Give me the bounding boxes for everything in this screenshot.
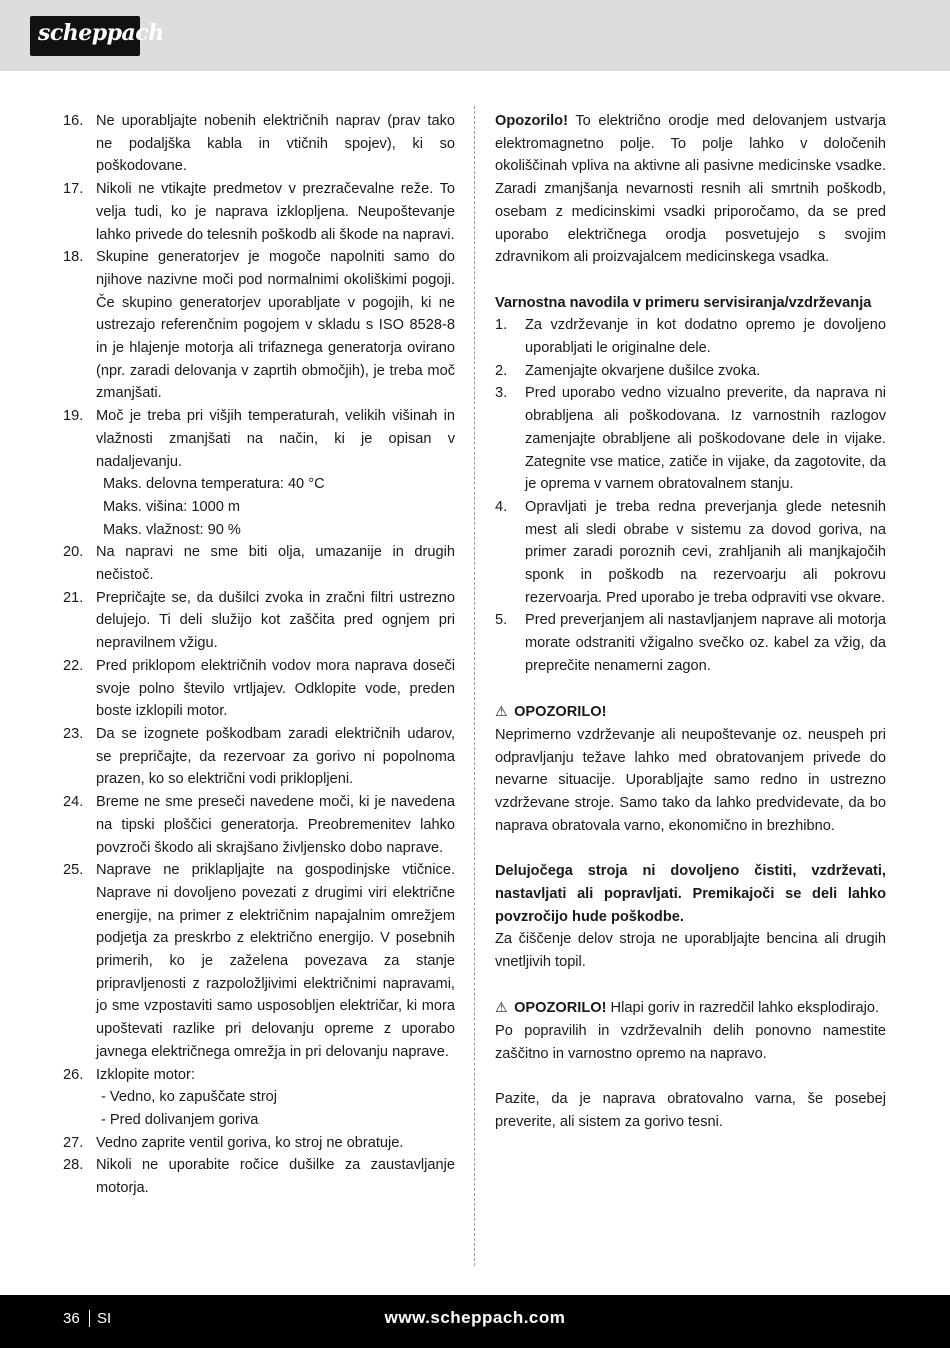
page-number: 36 [63, 1310, 80, 1327]
list-item: 26. Izklopite motor: [63, 1066, 195, 1083]
website-url: www.scheppach.com [384, 1308, 566, 1327]
list-item: 20. Na napravi ne sme biti olja, umazanije in drugih nečistoč. [63, 544, 455, 584]
cleaning-text: Za čiščenje delov stroja ne uporabljajte bencina ali drugih vnetljivih topil. [495, 931, 886, 970]
column-divider [474, 106, 475, 1266]
list-item: 19. Moč je treba pri višjih temperaturah, velikih višinah in vlažnosti zmanjšati na način, ki je opisan v nadaljevanju. [63, 408, 455, 470]
page-header [0, 0, 950, 71]
left-column [63, 110, 455, 1200]
list-item: 21. Prepričajte se, da dušilci zvoka in zračni filtri ustrezno delujejo. Ti deli služijo kot zaščita pred ognjem pri nepravilnem vžigu. [63, 589, 455, 652]
warning-heading: ⚠ OPOZORILO! [495, 700, 886, 724]
final-text: Pazite, da je naprava obratovalno varna, še posebej preverite, ali sistem za gorivo tesni. [495, 1091, 886, 1130]
right-column [495, 110, 886, 1134]
list-item: 3. Pred uporabo vedno vizualno preverite, da naprava ni obrabljena ali poškodovana. Iz varnostnih razlogov zamenjajte obrabljene ali poškodovane dele in vijake. Zategnite vse matice, zatiče in vijake, da zagotovite, da je oprema v varnem obratovalnem stanju. [495, 385, 886, 493]
list-item: 23. Da se izognete poškodbam zaradi električnih udarov, se prepričajte, da rezervoar za gorivo ni popolnoma prazen, ko so električni vodi priklopljeni. [63, 725, 455, 788]
emf-warning: Opozorilo! To električno orodje med delovanjem ustvarja elektromagnetno polje. To polje lahko v določenih okoliščinah vpliva na aktivne ali pasivne medicinske vsadke. Zaradi zmanjšanja nevarnosti resnih ali smrtnih poškodb, osebam z medicinskimi vsadki priporočamo, da se pred uporabo električnega orodja posvetujejo s svojim zdravnikom ali proizvajalcem medicinskega vsadka. [495, 113, 886, 266]
max-altitude: Maks. višina: 1000 m [103, 498, 241, 515]
brand-logo [30, 16, 164, 56]
service-heading: Varnostna navodila v primeru servisiranja/vzdrževanja [495, 294, 872, 311]
list-item: 22. Pred priklopom električnih vodov mora naprava doseči svoje polno število vrtljajev. Odklopite vode, preden boste izklopili motor. [63, 657, 455, 720]
language-code: SI [97, 1310, 112, 1327]
fuel-vapour-warning: ⚠ OPOZORILO! Hlapi goriv in razredčil lahko eksplodirajo. [495, 996, 886, 1020]
brand-logo-text: scheppach [38, 20, 164, 46]
list-item: 28. Nikoli ne uporabite ročice dušilke za zaustavljanje motorja. [63, 1157, 455, 1197]
motor-off-condition: - Vedno, ko zapuščate stroj [101, 1089, 278, 1106]
list-item: 25. Naprave ne priklapljajte na gospodinjske vtičnice. Naprave ni dovoljeno povezati z drugimi viri električne energije, na primer z električnim napajalnim omrežjem podjetja za preskrbo z električno energijo. V posebnih primerih, ko je zaželena povezava za stanje pripravljenosti z razpoložljivimi električnimi napravami, jo sme vzpostaviti samo usposobljen električar, ki mora upoštevati razlike pri delovanju opreme z uporabo javnega električnega omrežja in pri delovanju naprave. [63, 862, 455, 1060]
list-item: 16. Ne uporabljajte nobenih električnih naprav (prav tako ne podaljška kabla in vtičnih spojev), ki so poškodovane. [63, 113, 455, 175]
motor-off-condition: - Pred dolivanjem goriva [101, 1111, 259, 1128]
bold-warning: Delujočega stroja ni dovoljeno čistiti, vzdrževati, nastavljati ali popravljati. Premikajoči se deli lahko povzročijo hude poškodbe. [495, 863, 886, 925]
max-humidity: Maks. vlažnost: 90 % [103, 521, 241, 538]
list-item: 5. Pred preverjanjem ali nastavljanjem naprave ali motorja morate odstraniti vžigalno svečko oz. kabel za vžig, da preprečite nenamerni zagon. [495, 612, 886, 674]
reinstall-text: Po popravilih in vzdrževalnih delih ponovno namestite zaščitno in varnostno opremo na napravo. [495, 1023, 886, 1062]
list-item: 18. Skupine generatorjev je mogoče napolniti samo do njihove nazivne moči pod normalnimi okoliškimi pogoji. Če skupino generatorjev uporabljate v pogojih, ki ne ustrezajo referenčnim pogojem v skladu s ISO 8528-8 in je hlajenje motorja ali trifaznega generatorja ovirano (npr. zaradi delovanja v zaprtih območjih), je treba moč zmanjšati. [63, 249, 455, 402]
list-item: 24. Breme ne sme preseči navedene moči, ki je navedena na tipski ploščici generatorja. Preobremenitev lahko povzroči škodo ali skrajšano življensko dobo naprave. [63, 794, 455, 856]
list-item: 27. Vedno zaprite ventil goriva, ko stroj ne obratuje. [63, 1134, 404, 1151]
maintenance-warning: Neprimerno vzdrževanje ali neupoštevanje oz. neuspeh pri odpravljanju težave lahko med obratovanjem privede do nevarne situacije. Uporabljajte samo redno in ustrezno vzdrževane stroje. Samo tako da lahko predvidevate, da bo naprava obratovala varno, ekonomično in brezhibno. [495, 726, 886, 834]
warning-triangle-icon: ⚠ [495, 703, 508, 720]
list-item: 2. Zamenjajte okvarjene dušilce zvoka. [495, 362, 761, 379]
list-item: 17. Nikoli ne vtikajte predmetov v prezračevalne reže. To velja tudi, ko je naprava izklopljena. Neupoštevanje lahko privede do telesnih poškodb ali škode na napravi. [63, 181, 455, 243]
list-item: 1. Za vzdrževanje in kot dodatno opremo je dovoljeno uporabljati le originalne dele. [495, 317, 886, 357]
warning-triangle-icon: ⚠ [495, 999, 508, 1016]
list-item: 4. Opravljati je treba redna preverjanja glede netesnih mest ali sledi obrabe v sistemu za dovod goriva, na primer zaradi poroznih cevi, zrahljanih ali manjkajočih sponk in poškodb na rezervoarju ali pokrovu rezervoarja. Pred uporabo je treba odpraviti vse okvare. [495, 498, 886, 606]
max-temperature: Maks. delovna temperatura: 40 °C [103, 476, 325, 493]
page-footer [0, 1295, 950, 1348]
